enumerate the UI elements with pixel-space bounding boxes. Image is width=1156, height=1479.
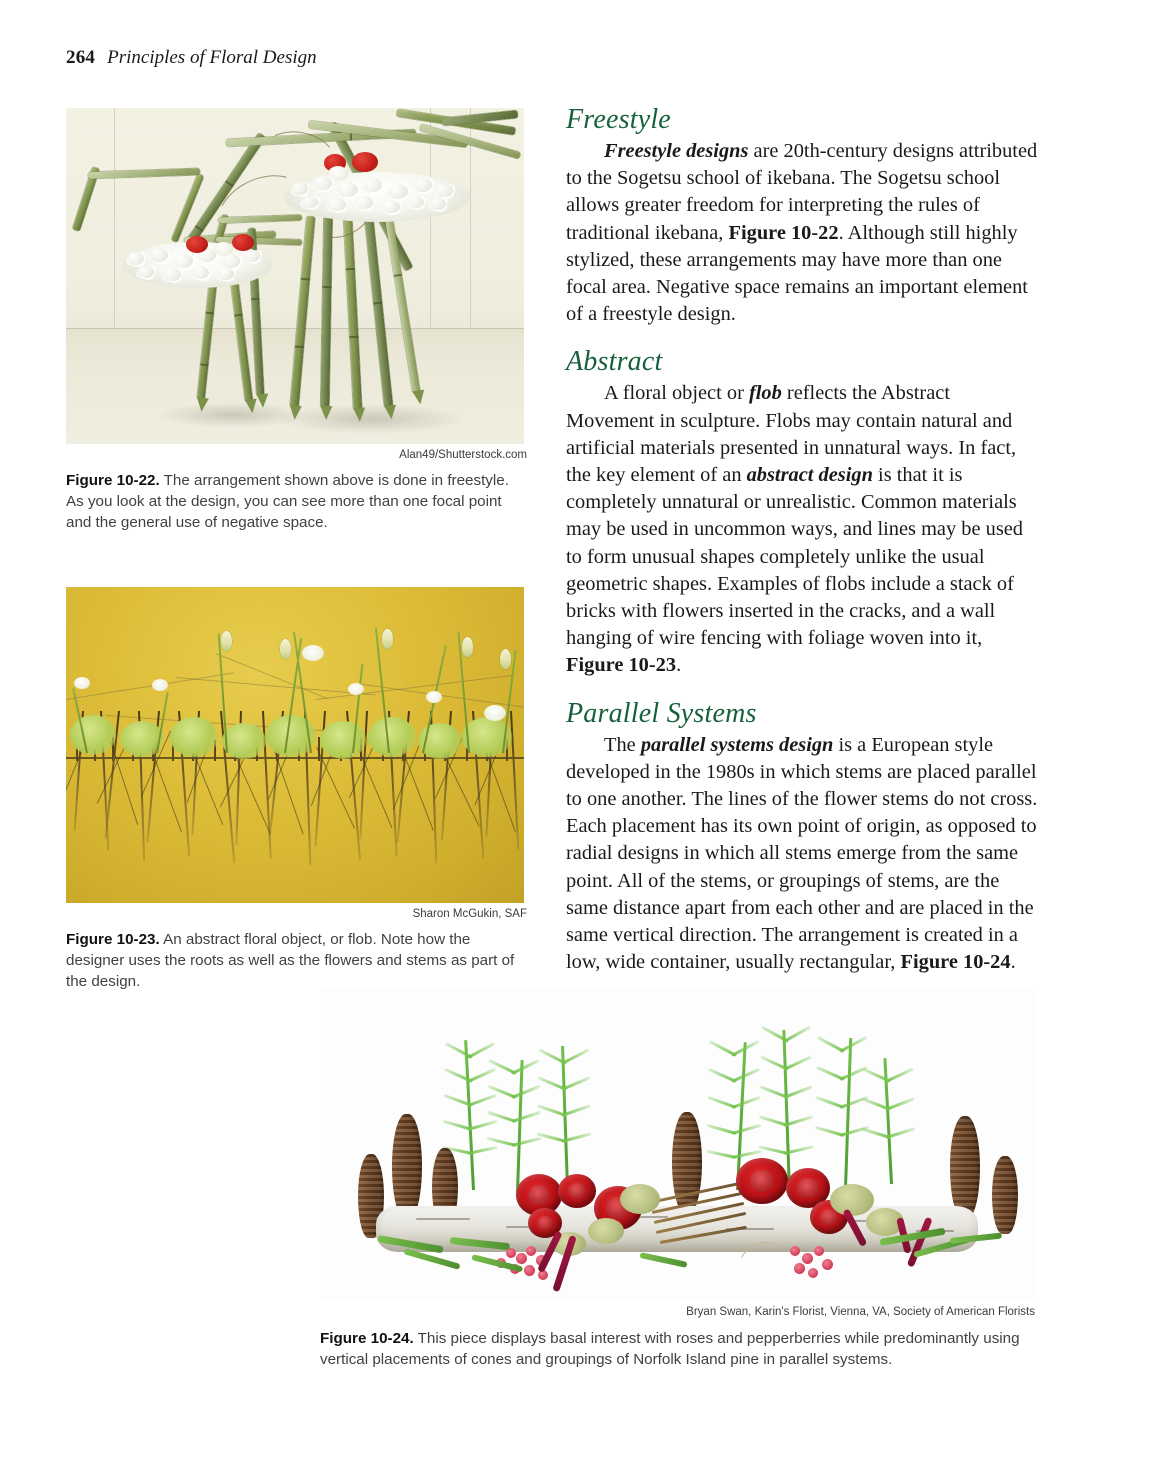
- figure-ref-10-23: Figure 10-23: [566, 654, 677, 677]
- figure-10-24-caption-text: This piece displays basal interest with roses and pepperberries while predominantly using vertical placements of cones and groupings of Norfolk Island pine in parallel systems.: [320, 1330, 1020, 1368]
- figure-10-23-credit: Sharon McGukin, SAF: [412, 908, 527, 920]
- paragraph-freestyle-body-2: . Although still highly stylized, these arrangements may have more than one focal area. Negative space remains an important element of a freestyle design.: [566, 221, 1028, 326]
- paragraph-parallel-body-1: is a European style developed in the 1980s in which stems are placed parallel to one another. The lines of the flower stems do not cross. Each placement has its own point of origin, as opposed to radial designs in which all stems emerge from the same point. All of the stems, or groupings of stems, are the same distance apart from each other and are placed in the same vertical direction. The arrangement is created in a low, wide container, usually rectangular,: [566, 733, 1038, 974]
- figure-10-24-caption: [320, 1328, 1036, 1370]
- figure-10-24-label: Figure 10-24.: [320, 1330, 414, 1347]
- figure-10-22-block: [66, 108, 528, 533]
- figure-10-23-caption-text: An abstract floral object, or flob. Note how the designer uses the roots as well as the flowers and stems as part of the design.: [66, 931, 515, 990]
- section-heading-parallel-systems: Parallel Systems: [566, 697, 757, 729]
- figure-10-22-caption: [66, 470, 528, 533]
- figure-10-23-block: [66, 587, 528, 992]
- left-column: [66, 108, 528, 992]
- paragraph-parallel-body-0: The: [604, 733, 641, 756]
- paragraph-parallel-systems: [566, 732, 1038, 977]
- paragraph-abstract-body-0: A floral object or: [604, 382, 749, 405]
- term-abstract-design: abstract design: [746, 464, 873, 487]
- paragraph-freestyle: [566, 138, 1038, 328]
- term-parallel-systems-design: parallel systems design: [640, 733, 834, 756]
- paragraph-abstract-body-1: reflects the Abstract Movement in sculpture. Flobs may contain natural and artificial materials presented in unnatural ways. In fact, the key element of an: [566, 382, 1017, 487]
- running-head: [66, 46, 317, 70]
- section-heading-freestyle: Freestyle: [566, 104, 671, 135]
- figure-ref-10-24: Figure 10-24: [900, 951, 1011, 974]
- page-number: 264: [66, 47, 96, 68]
- paragraph-abstract-body-2: is that it is completely unnatural or unrealistic. Common materials may be used in uncommon ways, and lines may be used to form unusual shapes completely unlike the usual geometric shapes. Examples of flobs include a stack of bricks with flowers inserted in the cracks, and a wall hanging of wire fencing with foliage woven into it,: [566, 464, 1023, 650]
- book-title: Principles of Floral Design: [107, 47, 317, 68]
- figure-10-22-label: Figure 10-22.: [66, 472, 160, 489]
- figure-10-24-credit: Bryan Swan, Karin's Florist, Vienna, VA, Society of American Florists: [686, 1306, 1035, 1318]
- figure-10-23-caption: [66, 929, 528, 992]
- section-heading-abstract: Abstract: [566, 346, 663, 378]
- right-column: [566, 104, 1038, 976]
- figure-10-23-image: [66, 587, 524, 903]
- figure-10-24-block: [320, 988, 1036, 1370]
- figure-10-23-label: Figure 10-23.: [66, 931, 160, 948]
- term-freestyle-designs: Freestyle designs: [604, 140, 749, 162]
- figure-ref-10-22: Figure 10-22: [728, 221, 839, 244]
- paragraph-parallel-body-2: .: [1010, 951, 1016, 974]
- paragraph-abstract: [566, 380, 1038, 679]
- paragraph-abstract-body-3: .: [676, 654, 682, 677]
- term-flob: flob: [748, 382, 782, 405]
- figure-10-22-caption-text: The arrangement shown above is done in freestyle. As you look at the design, you can see more than one focal point and the general use of negative space.: [66, 472, 509, 531]
- figure-10-22-image: [66, 108, 524, 444]
- paragraph-freestyle-body-1: are 20th-century designs attributed to the Sogetsu school of ikebana. The Sogetsu school allows greater freedom for interpreting the rules of traditional ikebana,: [566, 140, 1038, 244]
- figure-10-24-image: [320, 988, 1036, 1300]
- figure-10-22-credit: Alan49/Shutterstock.com: [399, 449, 527, 461]
